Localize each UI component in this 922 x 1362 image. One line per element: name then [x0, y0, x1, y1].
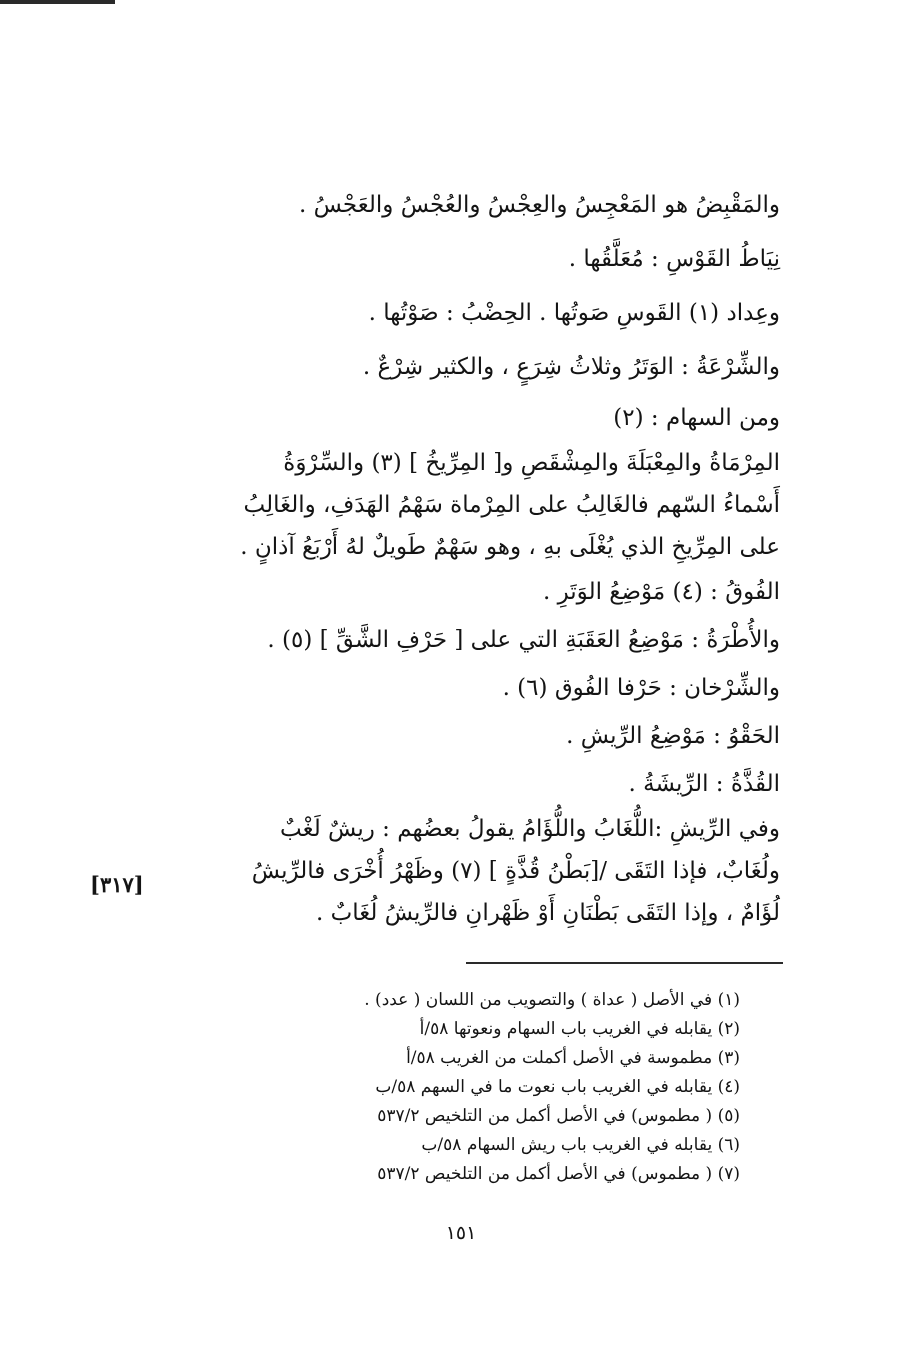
text-line: ولُغَابٌ، فإذا التَقَى /[بَطْنُ قُذَّةٍ ] (٧) وظَهْرُ أُخْرَى فالرِّيشُ — [251, 858, 780, 884]
text-line: الفُوقُ : (٤) مَوْضِعُ الوَتَرِ . — [542, 579, 780, 605]
main-text — [125, 178, 780, 934]
margin-folio-reference: [٣١٧] — [90, 872, 144, 897]
top-rule — [0, 0, 115, 4]
footnote: (٧) ( مطموس) في الأصل أكمل من التلخيص ٥٣٧/٢ — [377, 1164, 740, 1184]
footnote: (٦) يقابله في الغريب باب ريش السهام ٥٨/ب — [421, 1135, 740, 1155]
text-line: والأُطْرَةُ : مَوْضِعُ العَقَبَةِ التي على [ حَرْفِ الشَّقِّ ] (٥) . — [267, 627, 780, 653]
page-number: ١٥١ — [445, 1222, 477, 1244]
footnote: (٤) يقابله في الغريب باب نعوت ما في السهم ٥٨/ب — [375, 1077, 740, 1097]
text-line: والشِّرْخان : حَرْفا الفُوق (٦) . — [502, 675, 780, 701]
footnote: (٣) مطموسة في الأصل أكملت من الغريب ٥٨/أ — [406, 1048, 740, 1068]
footnote: (٢) يقابله في الغريب باب السهام ونعوتها ٥٨/أ — [419, 1019, 740, 1039]
footnote: (١) في الأصل ( عداة ) والتصويب من اللسان ( عدد) . — [364, 990, 740, 1010]
text-line: على المِرِّيخِ الذي يُغْلَى بهِ ، وهو سَهْمٌ طَويلٌ لهُ أَرْبَعُ آذانٍ . — [240, 534, 780, 560]
text-line: لُؤَامٌ ، وإذا التَقَى بَطْنَانِ أَوْ ظَهْرانِ فالرِّيشُ لُغَابٌ . — [316, 900, 780, 926]
text-line: القُذَّةُ : الرِّيشَةُ . — [628, 771, 780, 797]
footnote-separator — [466, 962, 783, 964]
text-line: المِرْمَاةُ والمِعْبَلَةَ والمِشْقَصِ و[ المِرِّيخُ ] (٣) والسِّرْوَةُ — [283, 450, 780, 476]
footnote: (٥) ( مطموس) في الأصل أكمل من التلخيص ٥٣٧/٢ — [377, 1106, 740, 1126]
text-line: والشِّرْعَةُ : الوَتَرُ وثلاثُ شِرَعٍ ، والكثير شِرْعٌ . — [362, 354, 780, 380]
text-line: ومن السهام : (٢) — [613, 405, 780, 431]
text-line: أَسْماءُ السّهم فالغَالِبُ على المِرْماة سَهْمُ الهَدَفِ، والغَالِبُ — [243, 492, 780, 518]
text-line: وعِداد (١) القَوسِ صَوتُها . الحِضْبُ : صَوْتُها . — [368, 300, 780, 326]
text-line: الحَقْوُ : مَوْضِعُ الرِّيشِ . — [566, 723, 780, 749]
text-line: نِيَاطُ القَوْسِ : مُعَلَّقُها . — [568, 246, 780, 272]
text-line: وفي الرِّيشِ :اللُّغَابُ واللُّؤَامُ يقولُ بعضُهم : ريشٌ لَغْبٌ — [280, 816, 780, 842]
text-line: والمَقْبِضُ هو المَعْجِسُ والعِجْسُ والعُجْسُ والعَجْسُ . — [298, 192, 780, 218]
footnotes — [300, 986, 740, 1189]
